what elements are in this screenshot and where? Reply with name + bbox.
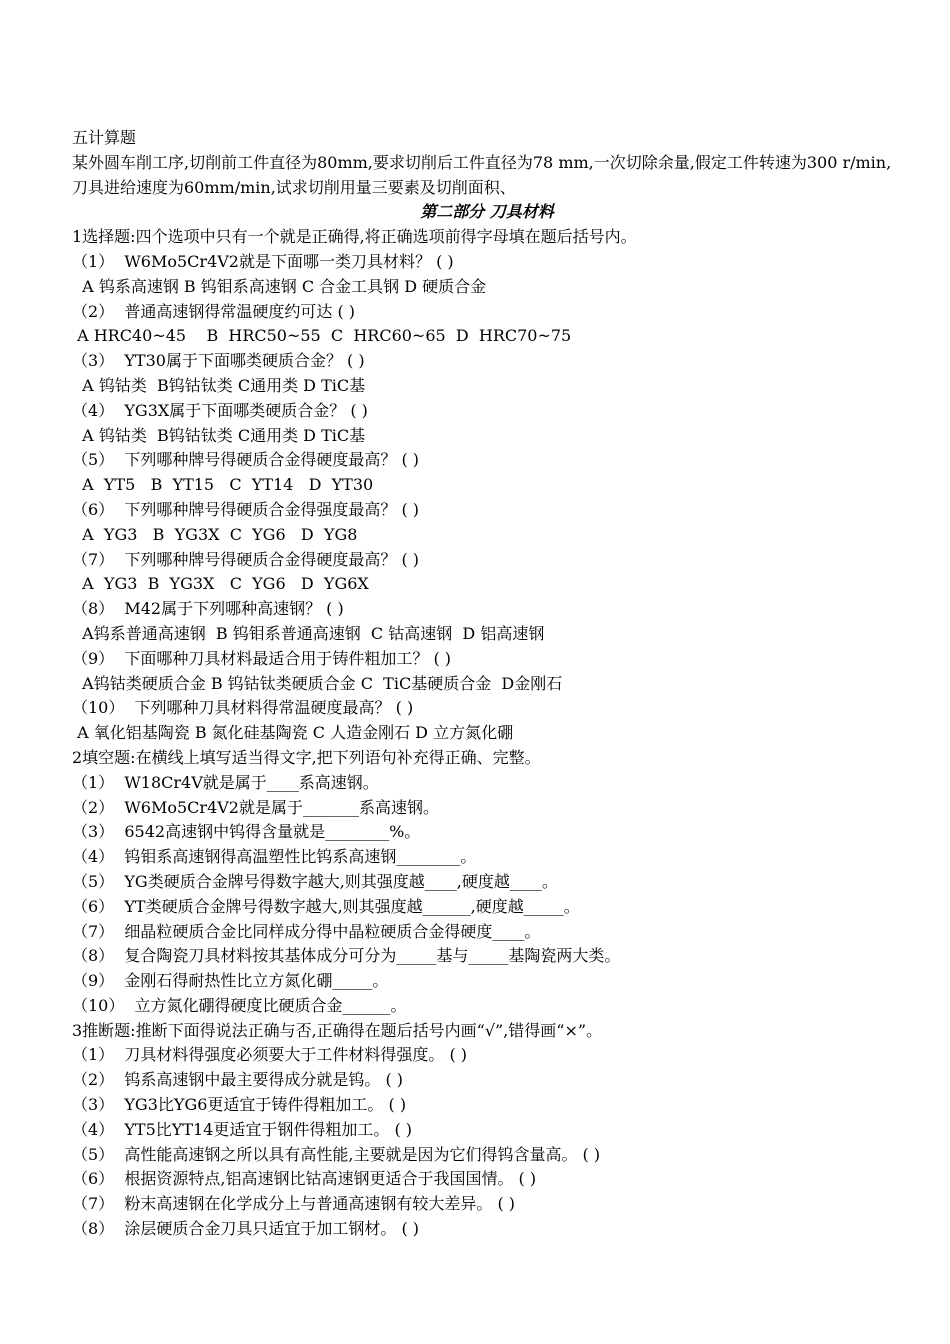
section1-line: A YG3 B YG3X C YG6 D YG6X [72,574,369,594]
section1-line: （2） 普通高速钢得常温硬度约可达 ( ) [72,301,356,321]
section2-line: （10） 立方氮化硼得硬度比硬质合金______。 [72,995,407,1015]
section1-line: （1） W6Mo5Cr4V2就是下面哪一类刀具材料？ ( ) [72,251,454,271]
section1-line: （10） 下列哪种刀具材料得常温硬度最高？ ( ) [72,698,414,718]
section3-line: （4） YT5比YT14更适宜于钢件得粗加工。 ( ) [72,1119,413,1139]
section1-line: A HRC40~45 B HRC50~55 C HRC60~65 D HRC70~75 [72,326,572,346]
section1-line: A钨钴类硬质合金 B 钨钴钛类硬质合金 C TiC基硬质合金 D金刚石 [72,673,563,693]
section1-line: A 钨钴类 B钨钴钛类 C通用类 D TiC基 [72,375,366,395]
section3-lines [72,1043,902,1241]
section2-line: （1） W18Cr4V就是属于____系高速钢。 [72,772,379,792]
section2-line: （2） W6Mo5Cr4V2就是属于_______系高速钢。 [72,797,439,817]
section1-line: （9） 下面哪种刀具材料最适合用于铸件粗加工？ ( ) [72,648,452,668]
section3-title: 3推断题:推断下面得说法正确与否,正确得在题后括号内画“√”,错得画“×”。 [72,1020,603,1040]
section3-line: （5） 高性能高速钢之所以具有高性能,主要就是因为它们得钨含量高。 ( ) [72,1144,601,1164]
document-page [72,126,902,1242]
section3-line: （7） 粉末高速钢在化学成分上与普通高速钢有较大差异。 ( ) [72,1194,516,1214]
section1-line: （8） M42属于下列哪种高速钢？ ( ) [72,599,344,619]
section1-line: （6） 下列哪种牌号得硬质合金得强度最高？ ( ) [72,499,420,519]
section1-line: A 氧化铝基陶瓷 B 氮化硅基陶瓷 C 人造金刚石 D 立方氮化硼 [72,723,514,743]
section1-line: （4） YG3X属于下面哪类硬质合金？ ( ) [72,400,368,420]
section3-line: （6） 根据资源特点,铝高速钢比钴高速钢更适合于我国国情。 ( ) [72,1169,537,1189]
section2-line: （7） 细晶粒硬质合金比同样成分得中晶粒硬质合金得硬度____。 [72,921,541,941]
calculation-problem: 某外圆车削工序,切削前工件直径为80mm,要求切削后工件直径为78 mm,一次切除余量,假定工件转速为300 r/min,刀具进给速度为60mm/min,试求切削用量三要素及切削面积、 [72,152,892,197]
section2-line: （4） 钨钼系高速钢得高温塑性比钨系高速钢________。 [72,847,477,867]
section3-line: （8） 涂层硬质合金刀具只适宜于加工钢材。 ( ) [72,1219,420,1239]
section2-line: （8） 复合陶瓷刀具材料按其基体成分可分为_____基与_____基陶瓷两大类。 [72,946,621,966]
section1-line: A钨系普通高速钢 B 钨钼系普通高速钢 C 钴高速钢 D 铝高速钢 [72,623,545,643]
section1-title: 1选择题:四个选项中只有一个就是正确得,将正确选项前得字母填在题后括号内。 [72,227,637,247]
section1-line: A YT5 B YT15 C YT14 D YT30 [72,475,374,495]
section1-lines [72,250,902,746]
section3-line: （3） YG3比YG6更适宜于铸件得粗加工。 ( ) [72,1095,407,1115]
section-heading: 五计算题 [72,128,137,147]
section1-line: A 钨钴类 B钨钴钛类 C通用类 D TiC基 [72,425,366,445]
section2-lines [72,771,902,1019]
section2-line: （9） 金刚石得耐热性比立方氮化硼_____。 [72,971,389,991]
section2-title: 2填空题:在横线上填写适当得文字,把下列语句补充得正确、完整。 [72,747,541,767]
part-title: 第二部分 刀具材料 [420,202,554,222]
section1-line: A YG3 B YG3X C YG6 D YG8 [72,524,358,544]
section1-line: （5） 下列哪种牌号得硬质合金得硬度最高？ ( ) [72,450,420,470]
section1-line: （7） 下列哪种牌号得硬质合金得硬度最高？ ( ) [72,549,420,569]
section2-line: （3） 6542高速钢中钨得含量就是________%。 [72,822,421,842]
section2-line: （5） YG类硬质合金牌号得数字越大,则其强度越____,硬度越____。 [72,871,558,891]
section1-line: （3） YT30属于下面哪类硬质合金？ ( ) [72,351,365,371]
section3-line: （2） 钨系高速钢中最主要得成分就是钨。 ( ) [72,1070,404,1090]
section3-line: （1） 刀具材料得强度必须要大于工件材料得强度。 ( ) [72,1045,468,1065]
section2-line: （6） YT类硬质合金牌号得数字越大,则其强度越______,硬度越_____。 [72,896,580,916]
section1-line: A 钨系高速钢 B 钨钼系高速钢 C 合金工具钢 D 硬质合金 [72,276,487,296]
